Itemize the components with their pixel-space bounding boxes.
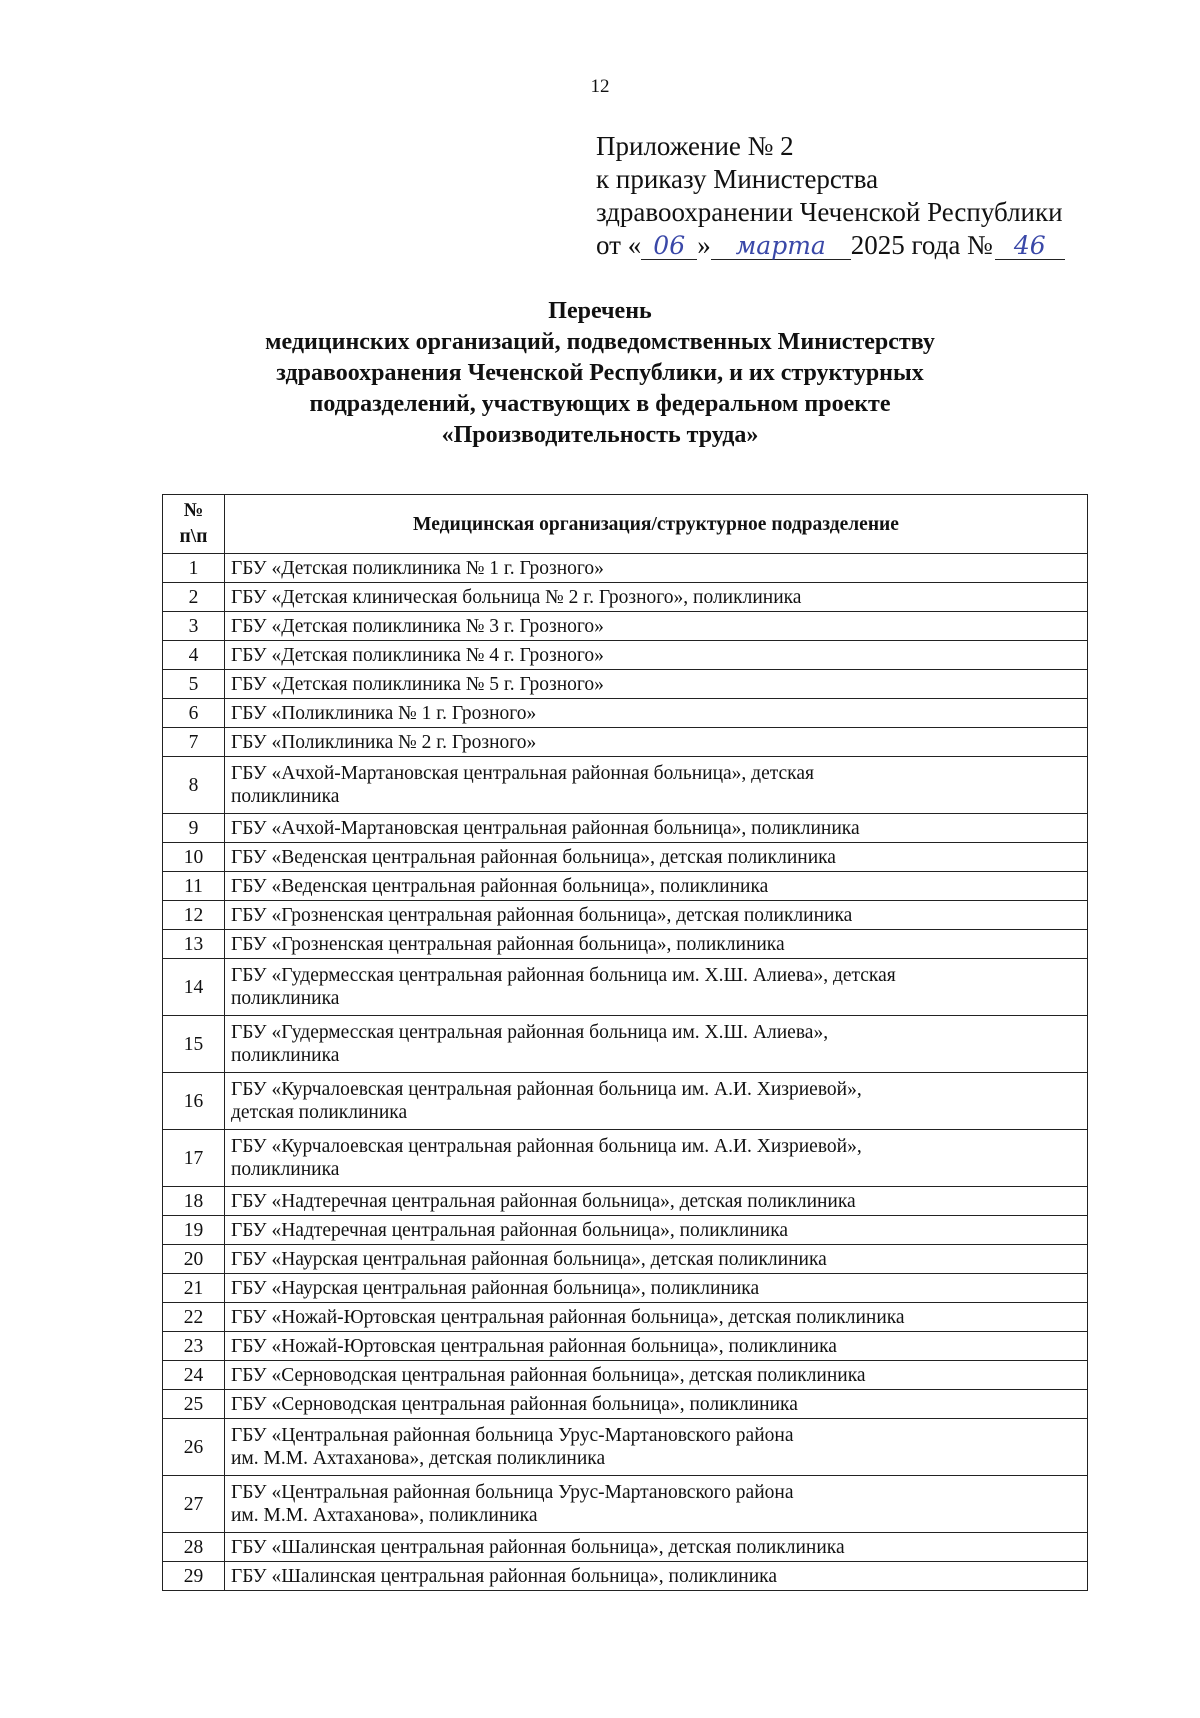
- row-organization: ГБУ «Веденская центральная районная больница», детская поликлиника: [225, 843, 1088, 872]
- row-number: 27: [163, 1476, 225, 1533]
- table-row: [163, 1533, 1088, 1562]
- document-title: [0, 296, 1200, 451]
- row-number: 7: [163, 728, 225, 757]
- title-line-2: медицинских организаций, подведомственных Министерству: [265, 329, 935, 355]
- row-number: 18: [163, 1187, 225, 1216]
- row-organization: ГБУ «Серноводская центральная районная больница», поликлиника: [225, 1390, 1088, 1419]
- appendix-block: [596, 130, 1065, 262]
- table-row: [163, 1245, 1088, 1274]
- table-row: [163, 583, 1088, 612]
- date-prefix: от «: [596, 230, 642, 260]
- row-number: 26: [163, 1419, 225, 1476]
- row-organization: ГБУ «Шалинская центральная районная больница», поликлиника: [225, 1562, 1088, 1591]
- appendix-order-reference: к приказу Министерства: [596, 164, 879, 194]
- appendix-ministry: здравоохранении Чеченской Республики: [596, 197, 1063, 227]
- row-organization: ГБУ «Курчалоевская центральная районная больница им. А.И. Хизриевой», детская поликлиника: [225, 1073, 1088, 1130]
- appendix-title: Приложение № 2: [596, 131, 794, 161]
- row-organization: ГБУ «Поликлиника № 1 г. Грозного»: [225, 699, 1088, 728]
- table-row: [163, 1562, 1088, 1591]
- row-number: 22: [163, 1303, 225, 1332]
- row-organization: ГБУ «Центральная районная больница Урус-Мартановского района им. М.М. Ахтаханова», детская поликлиника: [225, 1419, 1088, 1476]
- table-row: [163, 959, 1088, 1016]
- row-number: 1: [163, 554, 225, 583]
- table-row: [163, 1419, 1088, 1476]
- table-header-row: [163, 495, 1088, 554]
- table-row: [163, 1274, 1088, 1303]
- table-row: [163, 728, 1088, 757]
- table-row: [163, 757, 1088, 814]
- row-number: 12: [163, 901, 225, 930]
- row-number: 25: [163, 1390, 225, 1419]
- table-row: [163, 843, 1088, 872]
- row-organization: ГБУ «Курчалоевская центральная районная больница им. А.И. Хизриевой», поликлиника: [225, 1130, 1088, 1187]
- appendix-date-line: [596, 229, 1065, 262]
- table-body: [163, 554, 1088, 1591]
- table-row: [163, 1073, 1088, 1130]
- row-number: 15: [163, 1016, 225, 1073]
- row-organization: ГБУ «Грозненская центральная районная больница», поликлиника: [225, 930, 1088, 959]
- title-line-3: здравоохранения Чеченской Республики, и их структурных: [276, 360, 924, 386]
- table-row: [163, 1130, 1088, 1187]
- table-row: [163, 872, 1088, 901]
- date-mid: »: [697, 230, 711, 260]
- row-organization: ГБУ «Гудермесская центральная районная больница им. Х.Ш. Алиева», поликлиника: [225, 1016, 1088, 1073]
- table-row: [163, 1332, 1088, 1361]
- row-organization: ГБУ «Ачхой-Мартановская центральная районная больница», поликлиника: [225, 814, 1088, 843]
- row-organization: ГБУ «Детская клиническая больница № 2 г. Грозного», поликлиника: [225, 583, 1088, 612]
- title-line-5: «Производительность труда»: [441, 422, 759, 448]
- row-organization: ГБУ «Ачхой-Мартановская центральная районная больница», детская поликлиника: [225, 757, 1088, 814]
- organizations-table: [162, 494, 1088, 1591]
- row-organization: ГБУ «Грозненская центральная районная больница», детская поликлиника: [225, 901, 1088, 930]
- row-organization: ГБУ «Гудермесская центральная районная больница им. Х.Ш. Алиева», детская поликлиника: [225, 959, 1088, 1016]
- row-number: 19: [163, 1216, 225, 1245]
- table-row: [163, 641, 1088, 670]
- table-row: [163, 670, 1088, 699]
- date-year: 2025 года №: [850, 230, 993, 260]
- row-number: 8: [163, 757, 225, 814]
- row-organization: ГБУ «Детская поликлиника № 1 г. Грозного»: [225, 554, 1088, 583]
- row-organization: ГБУ «Центральная районная больница Урус-Мартановского района им. М.М. Ахтаханова», поликлиника: [225, 1476, 1088, 1533]
- row-number: 6: [163, 699, 225, 728]
- row-number: 23: [163, 1332, 225, 1361]
- row-number: 11: [163, 872, 225, 901]
- table-row: [163, 1476, 1088, 1533]
- row-organization: ГБУ «Ножай-Юртовская центральная районная больница», поликлиника: [225, 1332, 1088, 1361]
- row-organization: ГБУ «Детская поликлиника № 3 г. Грозного»: [225, 612, 1088, 641]
- table-row: [163, 1390, 1088, 1419]
- row-number: 20: [163, 1245, 225, 1274]
- title-line-1: Перечень: [548, 298, 652, 324]
- row-number: 9: [163, 814, 225, 843]
- row-number: 13: [163, 930, 225, 959]
- handwritten-day: 06: [641, 233, 697, 260]
- table-row: [163, 1361, 1088, 1390]
- row-number: 5: [163, 670, 225, 699]
- table-row: [163, 554, 1088, 583]
- row-number: 28: [163, 1533, 225, 1562]
- row-organization: ГБУ «Поликлиника № 2 г. Грозного»: [225, 728, 1088, 757]
- row-organization: ГБУ «Детская поликлиника № 5 г. Грозного»: [225, 670, 1088, 699]
- row-number: 21: [163, 1274, 225, 1303]
- row-number: 2: [163, 583, 225, 612]
- table-row: [163, 901, 1088, 930]
- row-organization: ГБУ «Наурская центральная районная больница», детская поликлиника: [225, 1245, 1088, 1274]
- row-number: 29: [163, 1562, 225, 1591]
- title-line-4: подразделений, участвующих в федеральном проекте: [309, 391, 891, 417]
- row-number: 24: [163, 1361, 225, 1390]
- row-number: 14: [163, 959, 225, 1016]
- header-number: № п\п: [163, 495, 225, 554]
- row-organization: ГБУ «Надтеречная центральная районная больница», поликлиника: [225, 1216, 1088, 1245]
- table-row: [163, 699, 1088, 728]
- page-number: 12: [590, 76, 610, 97]
- row-organization: ГБУ «Детская поликлиника № 4 г. Грозного»: [225, 641, 1088, 670]
- handwritten-order-number: 46: [995, 233, 1065, 260]
- table-row: [163, 1303, 1088, 1332]
- table-row: [163, 814, 1088, 843]
- row-organization: ГБУ «Надтеречная центральная районная больница», детская поликлиника: [225, 1187, 1088, 1216]
- handwritten-month: марта: [711, 233, 851, 260]
- table-row: [163, 1187, 1088, 1216]
- row-number: 17: [163, 1130, 225, 1187]
- table-row: [163, 1216, 1088, 1245]
- row-number: 3: [163, 612, 225, 641]
- row-number: 4: [163, 641, 225, 670]
- table-row: [163, 612, 1088, 641]
- header-organization: Медицинская организация/структурное подразделение: [225, 495, 1088, 554]
- table-row: [163, 1016, 1088, 1073]
- row-organization: ГБУ «Шалинская центральная районная больница», детская поликлиника: [225, 1533, 1088, 1562]
- row-number: 10: [163, 843, 225, 872]
- row-organization: ГБУ «Серноводская центральная районная больница», детская поликлиника: [225, 1361, 1088, 1390]
- row-number: 16: [163, 1073, 225, 1130]
- table-row: [163, 930, 1088, 959]
- row-organization: ГБУ «Ножай-Юртовская центральная районная больница», детская поликлиника: [225, 1303, 1088, 1332]
- row-organization: ГБУ «Наурская центральная районная больница», поликлиника: [225, 1274, 1088, 1303]
- row-organization: ГБУ «Веденская центральная районная больница», поликлиника: [225, 872, 1088, 901]
